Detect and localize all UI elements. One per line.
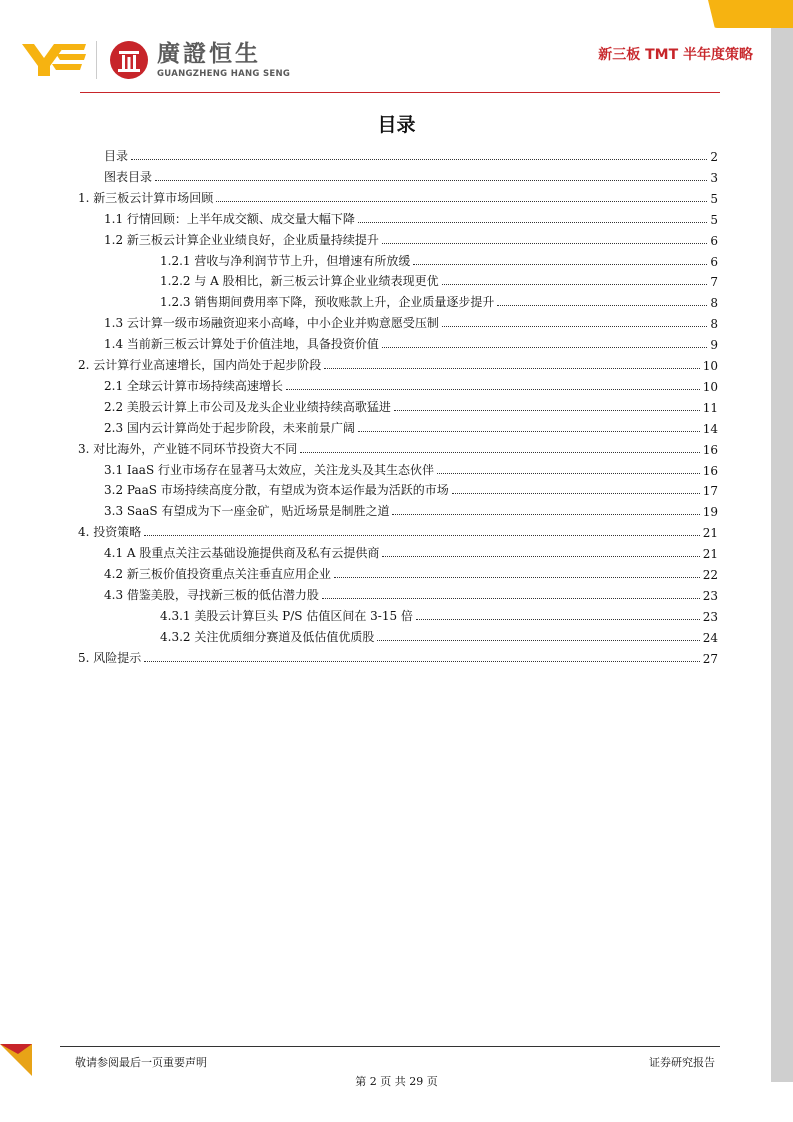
toc-entry[interactable] bbox=[104, 543, 718, 561]
toc-entry-page: 21 bbox=[702, 526, 718, 541]
top-right-decoration bbox=[708, 0, 793, 28]
toc-entry[interactable] bbox=[104, 480, 718, 498]
toc-leader-dots bbox=[131, 159, 707, 160]
toc-entry-page: 9 bbox=[710, 338, 718, 353]
toc-entry-label: 目录 bbox=[104, 149, 129, 163]
toc-entry-label: 3.3 SaaS 有望成为下一座金矿，贴近场景是制胜之道 bbox=[104, 504, 390, 519]
toc-entry-label: 2.2 美股云计算上市公司及龙头企业业绩持续高歌猛进 bbox=[104, 399, 391, 414]
brand-text bbox=[157, 41, 290, 79]
toc-entry[interactable] bbox=[160, 627, 718, 645]
toc-entry-label: 1.2.1 营收与净利润节节上升，但增速有所放缓 bbox=[160, 253, 411, 268]
toc-entry[interactable] bbox=[104, 313, 718, 331]
brand-name-cn: 廣證恒生 bbox=[157, 41, 261, 67]
toc-entry-page: 11 bbox=[702, 400, 718, 415]
toc-entry-page: 6 bbox=[710, 233, 718, 248]
toc-entry-label: 4.3.1 美股云计算巨头 P/S 估值区间在 3-15 倍 bbox=[160, 608, 413, 623]
toc-leader-dots bbox=[155, 180, 707, 181]
toc-entry-label: 3.1 IaaS 行业市场存在显著马太效应，关注龙头及其生态伙伴 bbox=[104, 462, 434, 477]
toc-leader-dots bbox=[382, 243, 707, 244]
toc-entry[interactable] bbox=[104, 230, 718, 248]
toc-entry[interactable] bbox=[78, 648, 718, 666]
toc-entry-page: 23 bbox=[702, 609, 718, 624]
toc-entry-label: 1.2.3 销售期间费用率下降，预收账款上升，企业质量逐步提升 bbox=[160, 295, 495, 310]
toc-entry[interactable] bbox=[78, 522, 718, 540]
toc-entry-label: 1.2 新三板云计算企业业绩良好，企业质量持续提升 bbox=[104, 232, 379, 247]
toc-entry-page: 7 bbox=[710, 275, 718, 290]
toc-entry[interactable] bbox=[104, 397, 718, 415]
toc-leader-dots bbox=[300, 452, 699, 453]
toc-entry-page: 6 bbox=[710, 254, 718, 269]
toc-entry[interactable] bbox=[104, 376, 718, 394]
toc-leader-dots bbox=[322, 598, 700, 599]
toc-leader-dots bbox=[144, 535, 699, 536]
toc-leader-dots bbox=[382, 556, 699, 557]
toc-entry-label: 1. 新三板云计算市场回顾 bbox=[78, 190, 214, 205]
toc-entry-label: 4.1 A 股重点关注云基础设施提供商及私有云提供商 bbox=[104, 546, 380, 561]
toc-leader-dots bbox=[392, 514, 699, 515]
ye-logo-icon bbox=[22, 40, 86, 80]
toc-entry[interactable] bbox=[160, 271, 718, 289]
report-title: 新三板 TMT 半年度策略 bbox=[598, 47, 753, 63]
toc-leader-dots bbox=[394, 410, 700, 411]
right-gray-bar bbox=[771, 28, 793, 1082]
toc-entry-page: 2 bbox=[710, 150, 718, 164]
toc-entry-label: 4.3 借鉴美股，寻找新三板的低估潜力股 bbox=[104, 587, 319, 602]
toc-entry[interactable] bbox=[104, 460, 718, 478]
toc-entry[interactable] bbox=[78, 188, 718, 206]
toc-entry-page: 14 bbox=[702, 421, 718, 436]
footer-page-info: 第 2 页 共 29 页 bbox=[355, 1075, 438, 1088]
toc-leader-dots bbox=[452, 493, 700, 494]
toc-entry-label: 4.3.2 关注优质细分赛道及低估值优质股 bbox=[160, 629, 375, 644]
toc-entry-label: 1.3 云计算一级市场融资迎来小高峰，中小企业并购意愿受压制 bbox=[104, 316, 439, 331]
toc-entry[interactable] bbox=[104, 585, 718, 603]
toc-entry[interactable] bbox=[104, 146, 718, 164]
toc-entry[interactable] bbox=[104, 564, 718, 582]
toc-entry[interactable] bbox=[104, 167, 718, 185]
toc-entry-label: 3. 对比海外，产业链不同环节投资大不同 bbox=[78, 441, 298, 456]
toc-entry[interactable] bbox=[160, 292, 718, 310]
toc-entry-page: 5 bbox=[710, 191, 718, 206]
toc-entry[interactable] bbox=[78, 439, 718, 457]
toc-leader-dots bbox=[144, 661, 699, 662]
toc-entry[interactable] bbox=[78, 355, 718, 373]
toc-leader-dots bbox=[358, 431, 700, 432]
toc-entry-page: 21 bbox=[702, 547, 718, 562]
toc-entry[interactable] bbox=[160, 251, 718, 269]
toc-entry-label: 1.1 行情回顾：上半年成交额、成交量大幅下降 bbox=[104, 211, 355, 226]
toc-leader-dots bbox=[216, 201, 707, 202]
toc-entry-page: 5 bbox=[710, 212, 718, 227]
toc-leader-dots bbox=[286, 389, 700, 390]
toc-entry-label: 4. 投资策略 bbox=[78, 525, 142, 540]
toc-entry-label: 2. 云计算行业高速增长，国内尚处于起步阶段 bbox=[78, 358, 322, 372]
toc-entry-page: 8 bbox=[710, 296, 718, 311]
toc-leader-dots bbox=[382, 347, 707, 348]
toc-leader-dots bbox=[497, 305, 707, 306]
toc-leader-dots bbox=[413, 264, 707, 265]
toc-entry-page: 10 bbox=[702, 359, 718, 373]
toc-entry-label: 3.2 PaaS 市场持续高度分散，有望成为资本运作最为活跃的市场 bbox=[104, 483, 449, 498]
toc-entry-page: 23 bbox=[702, 588, 718, 603]
toc-entry-page: 10 bbox=[702, 379, 718, 394]
toc-entry-label: 1.2.2 与 A 股相比，新三板云计算企业业绩表现更优 bbox=[160, 274, 439, 289]
toc-entry[interactable] bbox=[104, 334, 718, 352]
toc-entry[interactable] bbox=[104, 501, 718, 519]
toc-entry-page: 8 bbox=[710, 317, 718, 332]
toc-leader-dots bbox=[324, 368, 699, 369]
toc-leader-dots bbox=[437, 473, 700, 474]
logo-separator bbox=[96, 41, 97, 79]
toc-entry-label: 5. 风险提示 bbox=[78, 650, 142, 665]
header-logo bbox=[22, 38, 290, 82]
toc-entry-page: 24 bbox=[702, 630, 718, 645]
toc-leader-dots bbox=[442, 284, 708, 285]
toc-entry-page: 16 bbox=[702, 442, 718, 457]
footer-report-type: 证券研究报告 bbox=[649, 1056, 715, 1069]
toc-entry-page: 3 bbox=[710, 170, 718, 185]
toc-entry-label: 2.1 全球云计算市场持续高速增长 bbox=[104, 378, 283, 393]
seal-logo-icon bbox=[109, 40, 149, 80]
toc-leader-dots bbox=[416, 619, 700, 620]
toc-entry-label: 4.2 新三板价值投资重点关注垂直应用企业 bbox=[104, 567, 331, 581]
toc-leader-dots bbox=[442, 326, 707, 327]
brand-name-en: GUANGZHENG HANG SENG bbox=[157, 69, 291, 79]
toc-entry[interactable] bbox=[160, 606, 718, 624]
toc-leader-dots bbox=[334, 577, 700, 578]
toc-entry-page: 19 bbox=[702, 505, 718, 520]
footer-divider bbox=[60, 1046, 720, 1047]
toc-entry-label: 1.4 当前新三板云计算处于价值洼地，具备投资价值 bbox=[104, 337, 379, 352]
toc-entry-page: 16 bbox=[702, 463, 718, 478]
toc-entry[interactable] bbox=[104, 209, 718, 227]
toc-leader-dots bbox=[358, 222, 707, 223]
footer-disclaimer: 敬请参阅最后一页重要声明 bbox=[75, 1056, 207, 1069]
toc-entry-label: 2.3 国内云计算尚处于起步阶段，未来前景广阔 bbox=[104, 420, 355, 435]
toc-entry[interactable] bbox=[104, 418, 718, 436]
header-divider bbox=[80, 92, 720, 93]
toc-entry-page: 17 bbox=[702, 484, 718, 499]
toc-title: 目录 bbox=[377, 114, 416, 136]
toc-entry-label: 图表目录 bbox=[104, 169, 153, 184]
toc-entry-page: 27 bbox=[702, 651, 718, 666]
toc-entry-page: 22 bbox=[702, 568, 718, 582]
toc-leader-dots bbox=[377, 640, 699, 641]
